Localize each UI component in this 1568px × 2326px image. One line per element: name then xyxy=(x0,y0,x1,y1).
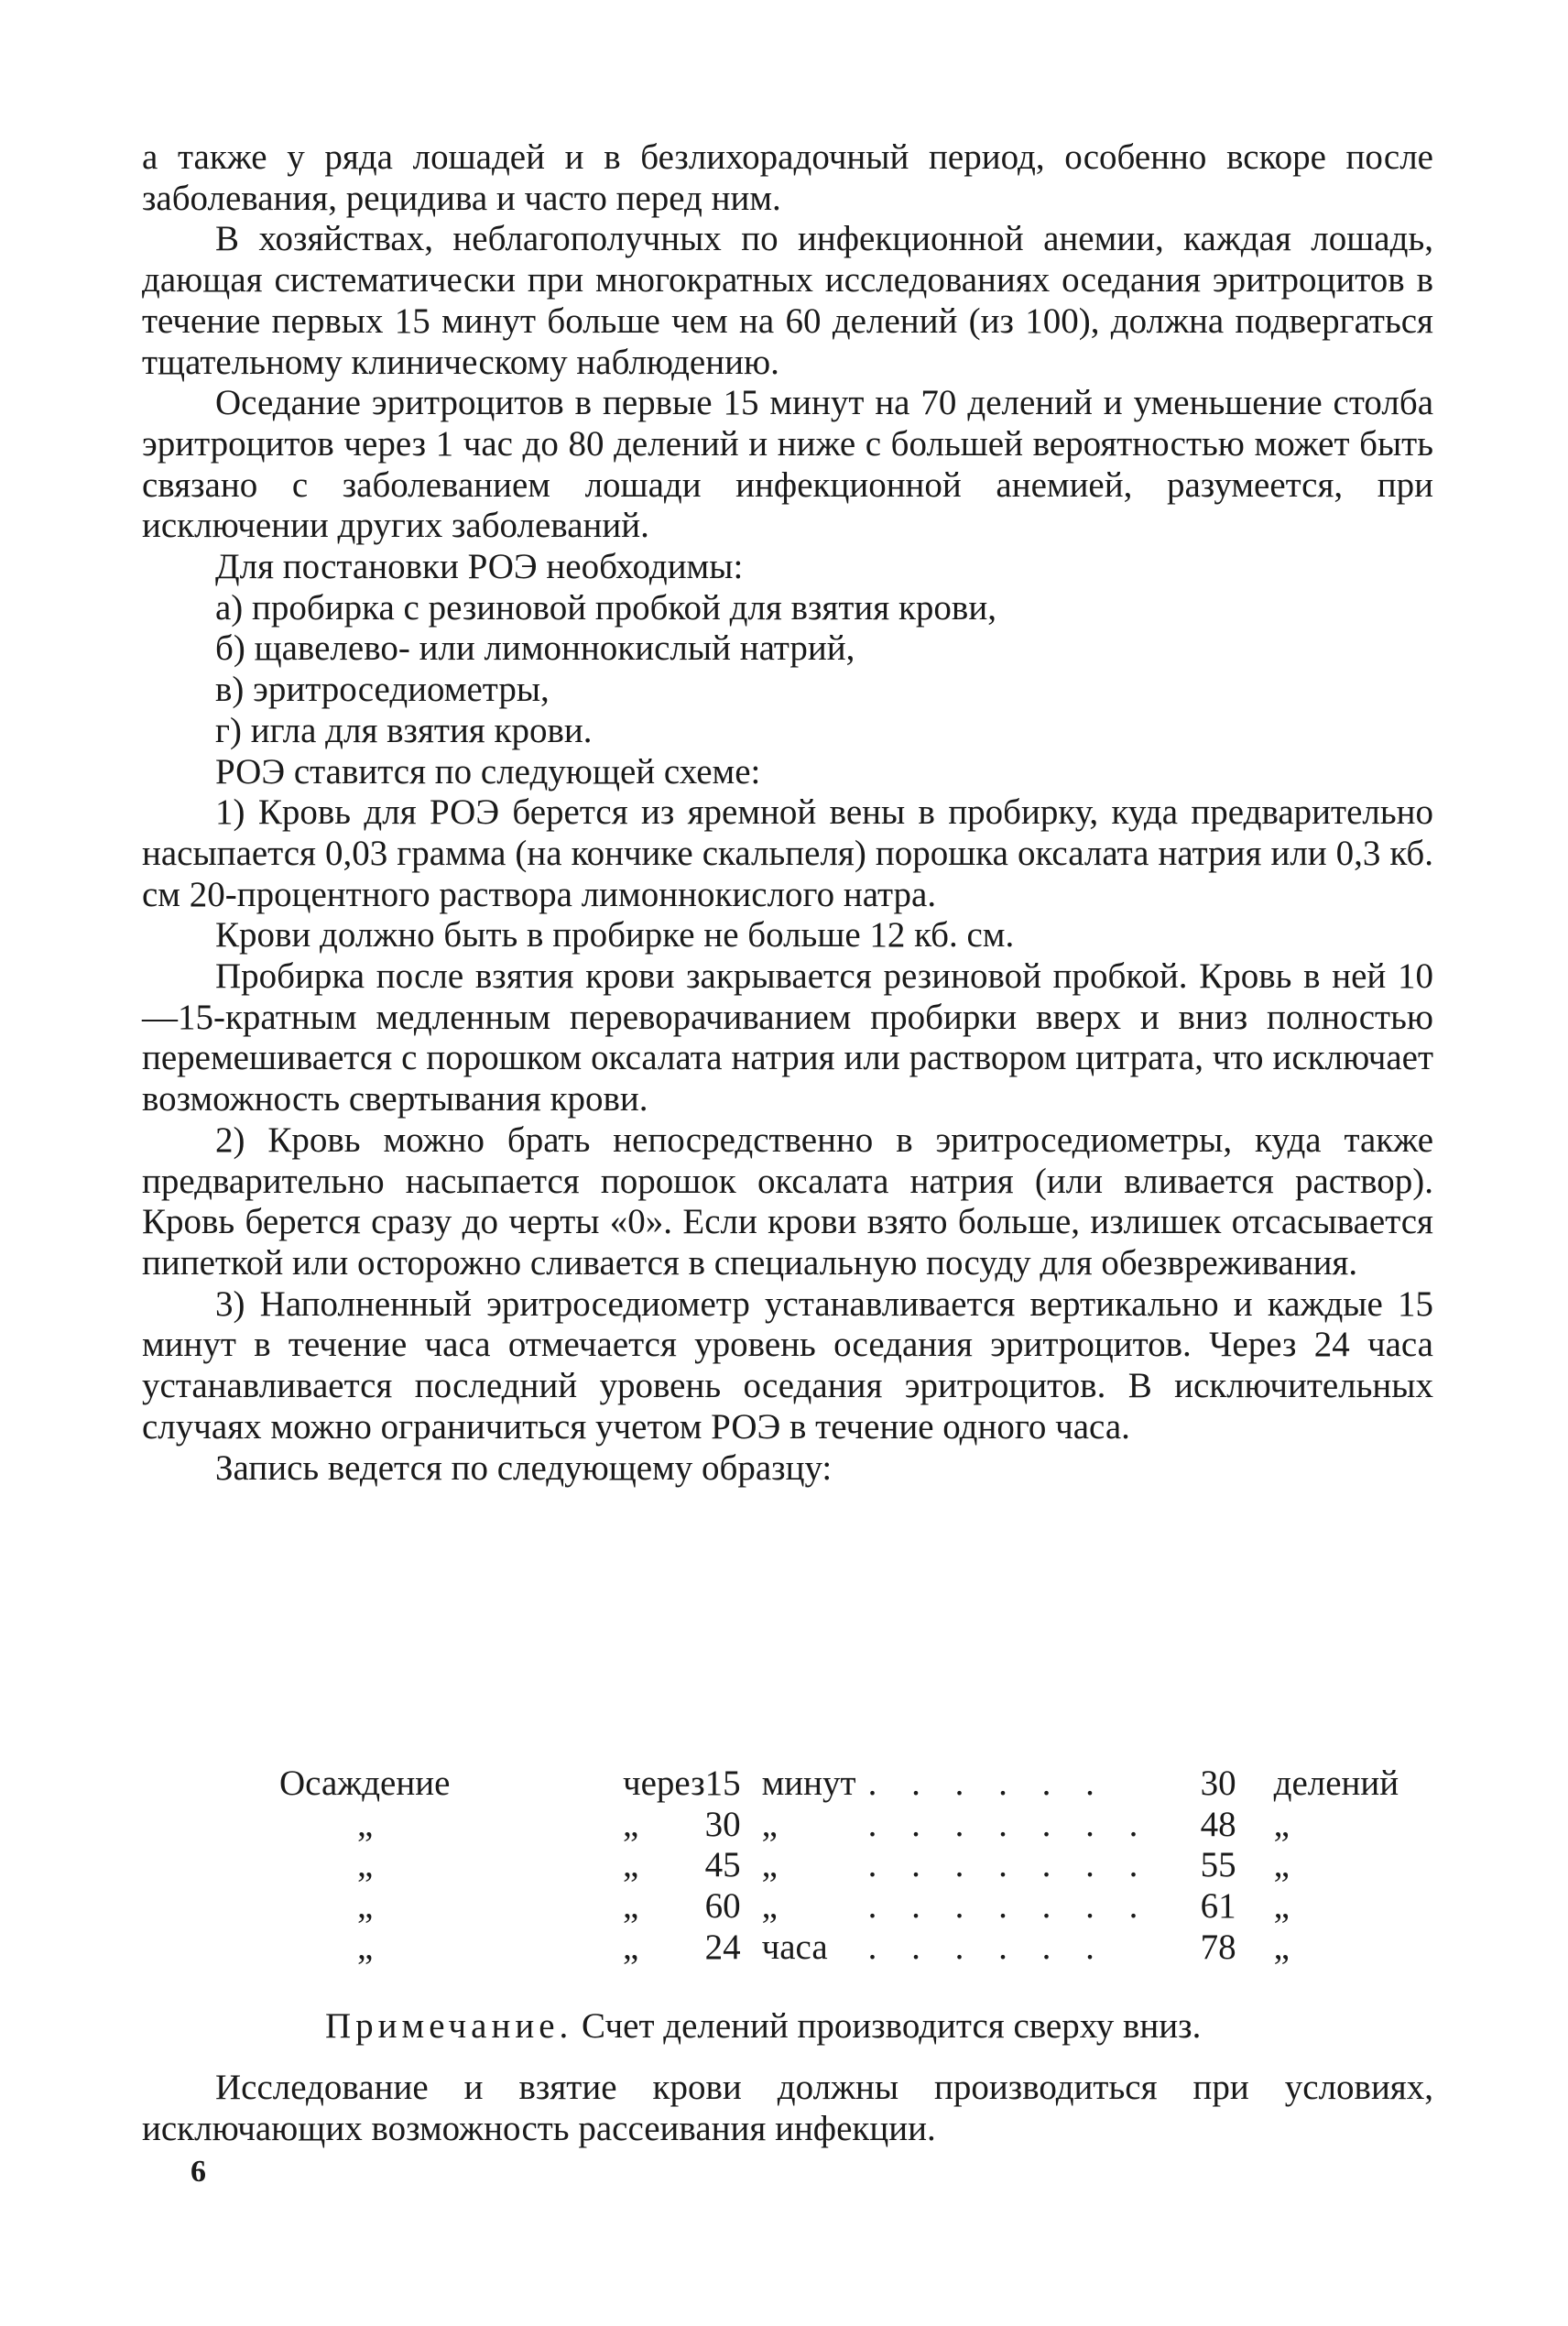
table-cell: 24 xyxy=(704,1927,741,1967)
table-cell: „ xyxy=(623,1804,639,1844)
list-item: б) щавелево- или лимоннокислый натрий, xyxy=(215,628,855,669)
paragraph: Для постановки РОЭ необходимы: xyxy=(215,547,744,587)
table-cell: минут xyxy=(761,1764,856,1803)
paragraph: 1) Кровь для РОЭ берется из яремной вены в пробирку, куда предварительно насыпается 0,03 грамма (на кончике скальпеля) порошка оксалата натрия или 0,3 кб. см 20-процентного раствора лимоннокислого натра. xyxy=(142,792,1433,914)
table-cell: 78 xyxy=(1200,1927,1236,1967)
note-label: Примечание. xyxy=(325,2006,573,2046)
table-cell: „ xyxy=(761,1845,778,1885)
note-text: Счет делений производится сверху вниз. xyxy=(572,2006,1202,2046)
table-cell: „ xyxy=(761,1886,778,1927)
list-item: а) пробирка с резиновой пробкой для взятия крови, xyxy=(215,587,996,628)
table-cell: Осаждение xyxy=(279,1764,451,1803)
table-cell: 30 xyxy=(704,1804,741,1844)
table-row xyxy=(279,1927,1399,1969)
table-row xyxy=(279,1805,1399,1846)
list-item: в) эритроседиометры, xyxy=(215,670,550,710)
table-cell: делений xyxy=(1273,1764,1399,1803)
paragraph: РОЭ ставится по следующей схеме: xyxy=(215,751,761,792)
table-cell: „ xyxy=(761,1804,778,1844)
table-cell: 45 xyxy=(704,1845,741,1885)
table-row xyxy=(279,1886,1399,1927)
table-cell: . . . . . . xyxy=(867,1927,1107,1967)
table-cell: „ xyxy=(623,1927,639,1967)
table-cell: „ xyxy=(357,1804,374,1844)
table-row xyxy=(279,1764,1399,1805)
table-row xyxy=(279,1845,1399,1886)
paragraph: Пробирка после взятия крови закрывается резиновой пробкой. Кровь в ней 10—15-кратным медленным переворачиванием пробирки вверх и вниз полностью перемешивается с порошком оксалата натрия или раствором цитрата, что исключает возможность свертывания крови. xyxy=(142,956,1433,1119)
page-number: 6 xyxy=(191,2155,206,2189)
sedimentation-record-table xyxy=(279,1764,1399,1969)
table-cell: 15 xyxy=(704,1764,741,1803)
table-cell: „ xyxy=(1273,1886,1290,1927)
note xyxy=(325,2006,1433,2048)
table-cell: 60 xyxy=(704,1886,741,1927)
table-cell: . . . . . . xyxy=(867,1764,1107,1803)
table-cell: 30 xyxy=(1200,1764,1236,1803)
table-cell: „ xyxy=(623,1845,639,1885)
table-cell: „ xyxy=(623,1886,639,1927)
paragraph: Оседание эритроцитов в первые 15 минут на 70 делений и уменьшение столба эритроцитов через 1 час до 80 делений и ниже с большей вероятностью может быть связано с заболеванием лошади инфекционной анемией, разумеется, при исключении других заболеваний. xyxy=(142,383,1433,546)
table-cell: 55 xyxy=(1200,1845,1236,1885)
table-cell: 61 xyxy=(1200,1886,1236,1927)
table-cell: „ xyxy=(357,1845,374,1885)
paragraph: 3) Наполненный эритроседиометр устанавливается вертикально и каждые 15 минут в течение часа отмечается уровень оседания эритроцитов. Через 24 часа устанавливается последний уровень оседания эритроцитов. В исключительных случаях можно ограничиться учетом РОЭ в течение одного часа. xyxy=(142,1283,1433,1447)
paragraph: Исследование и взятие крови должны производиться при условиях, исключающих возможность рассеивания инфекции. xyxy=(142,2068,1433,2148)
main-text xyxy=(142,137,1433,1489)
table-cell: . . . . . . . xyxy=(867,1804,1151,1844)
table-cell: . . . . . . . xyxy=(867,1845,1151,1885)
paragraph: а также у ряда лошадей и в безлихорадочный период, особенно вскоре после заболевания, рецидива и часто перед ним. xyxy=(142,137,1433,218)
paragraph: Запись ведется по следующему образцу: xyxy=(215,1447,833,1488)
table-cell: „ xyxy=(1273,1804,1290,1844)
table-cell: „ xyxy=(1273,1927,1290,1967)
table-cell: „ xyxy=(1273,1845,1290,1885)
table-cell: через xyxy=(623,1764,705,1803)
table-cell: „ xyxy=(357,1927,374,1967)
paragraph: 2) Кровь можно брать непосредственно в эритроседиометры, куда также предварительно насыпается порошок оксалата натрия (или вливается раствор). Кровь берется сразу до черты «0». Если крови взято больше, излишек отсасывается пипеткой или осторожно сливается в специальную посуду для обезвреживания. xyxy=(142,1119,1433,1283)
final-text xyxy=(142,2068,1433,2149)
table-cell: 48 xyxy=(1200,1804,1236,1844)
list-item: г) игла для взятия крови. xyxy=(215,710,593,750)
paragraph: Крови должно быть в пробирке не больше 12 кб. см. xyxy=(215,915,1015,956)
table-cell: часа xyxy=(761,1927,828,1967)
table-cell: „ xyxy=(357,1886,374,1927)
table-cell: . . . . . . . xyxy=(867,1886,1151,1927)
paragraph: В хозяйствах, неблагополучных по инфекционной анемии, каждая лошадь, дающая систематически при многократных исследованиях оседания эритроцитов в течение первых 15 минут больше чем на 60 делений (из 100), должна подвергаться тщательному клиническому наблюдению. xyxy=(142,219,1433,382)
